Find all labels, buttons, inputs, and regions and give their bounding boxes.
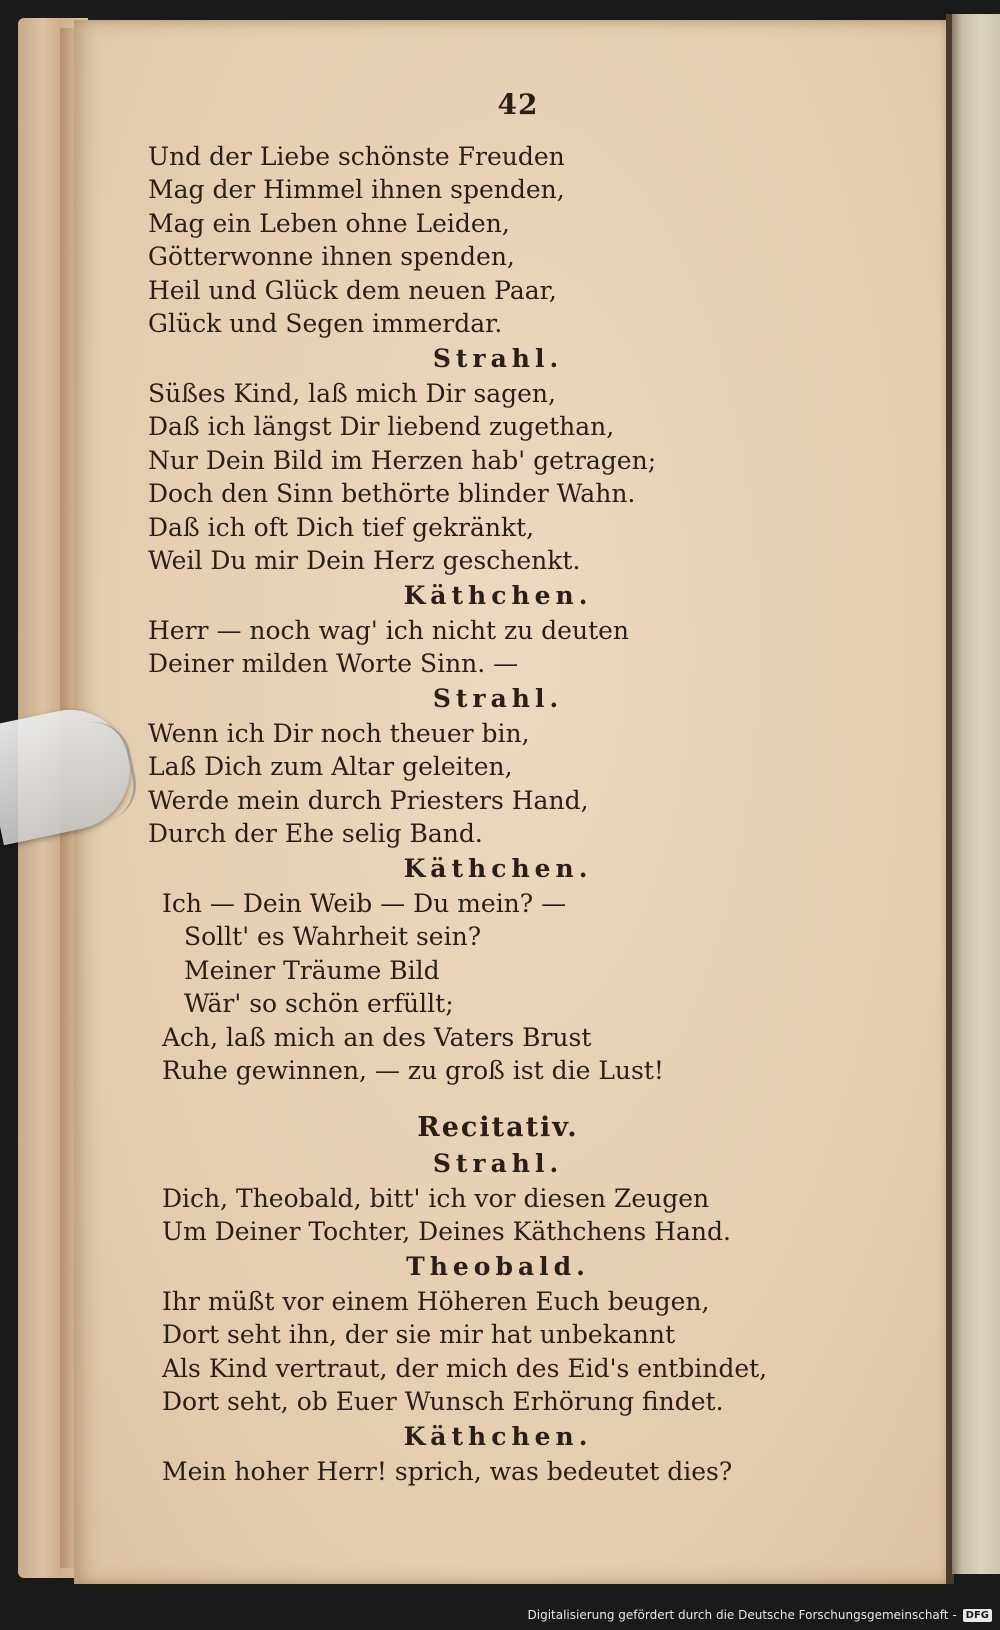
speaker-name: Käthchen. [403,853,593,883]
dfg-logo: DFG [963,1609,992,1622]
verse-line: Um Deiner Tochter, Deines Käthchens Hand. [162,1217,731,1246]
page-text [148,88,848,1488]
verse-line: Süßes Kind, laß mich Dir sagen, [148,378,556,408]
verse-line: Daß ich längst Dir liebend zugethan, [148,412,615,441]
verse-line: Sollt' es Wahrheit sein? [184,922,482,951]
verse-line: Dort seht, ob Euer Wunsch Erhörung findet. [162,1387,724,1416]
footer-credit-text: Digitalisierung gefördert durch die Deutsche Forschungsgemeinschaft - [527,1608,957,1622]
page-number: 42 [497,88,539,121]
section-heading: Recitativ. [417,1111,579,1143]
facing-page-edge [952,14,1000,1574]
verse-line: Ihr müßt vor einem Höheren Euch beugen, [162,1286,710,1316]
verse-line: Ach, laß mich an des Vaters Brust [162,1022,592,1052]
verse-line: Wär' so schön erfüllt; [184,989,454,1018]
verse-line: Nur Dein Bild im Herzen hab' getragen; [148,445,657,475]
verse-line: Glück und Segen immerdar. [148,309,503,338]
verse-line: Heil und Glück dem neuen Paar, [148,275,557,305]
text-blocks [148,140,848,1489]
verse-line: Ich — Dein Weib — Du mein? — [162,888,567,918]
speaker-name: Strahl. [432,1148,564,1178]
verse-line: Deiner milden Worte Sinn. — [148,649,519,678]
verse-line: Mein hoher Herr! sprich, was bedeutet dies? [162,1456,733,1486]
verse-line: Als Kind vertraut, der mich des Eid's entbindet, [162,1353,768,1383]
speaker-name: Theobald. [406,1251,590,1281]
verse-line: Laß Dich zum Altar geleiten, [148,752,513,781]
speaker-name: Käthchen. [403,1421,593,1451]
footer-credit [528,1604,993,1626]
verse-line: Meiner Träume Bild [184,955,440,985]
verse-line: Ruhe gewinnen, — zu groß ist die Lust! [162,1056,664,1085]
verse-line: Und der Liebe schönste Freuden [148,141,565,171]
verse-line: Weil Du mir Dein Herz geschenkt. [148,546,581,575]
verse-line: Durch der Ehe selig Band. [148,819,483,848]
speaker-name: Strahl. [432,683,564,713]
speaker-name: Käthchen. [403,580,593,610]
verse-line: Werde mein durch Priesters Hand, [148,785,589,815]
verse-line: Mag der Himmel ihnen spenden, [148,175,565,204]
verse-line: Mag ein Leben ohne Leiden, [148,208,510,238]
verse-line: Götterwonne ihnen spenden, [148,242,515,271]
verse-line: Dort seht ihn, der sie mir hat unbekannt [162,1320,676,1349]
verse-line: Daß ich oft Dich tief gekränkt, [148,512,535,542]
verse-line: Wenn ich Dir noch theuer bin, [148,718,530,748]
verse-line: Doch den Sinn bethörte blinder Wahn. [148,479,636,508]
speaker-name: Strahl. [432,343,564,373]
verse-line: Herr — noch wag' ich nicht zu deuten [148,615,630,645]
verse-line: Dich, Theobald, bitt' ich vor diesen Zeugen [162,1183,710,1213]
